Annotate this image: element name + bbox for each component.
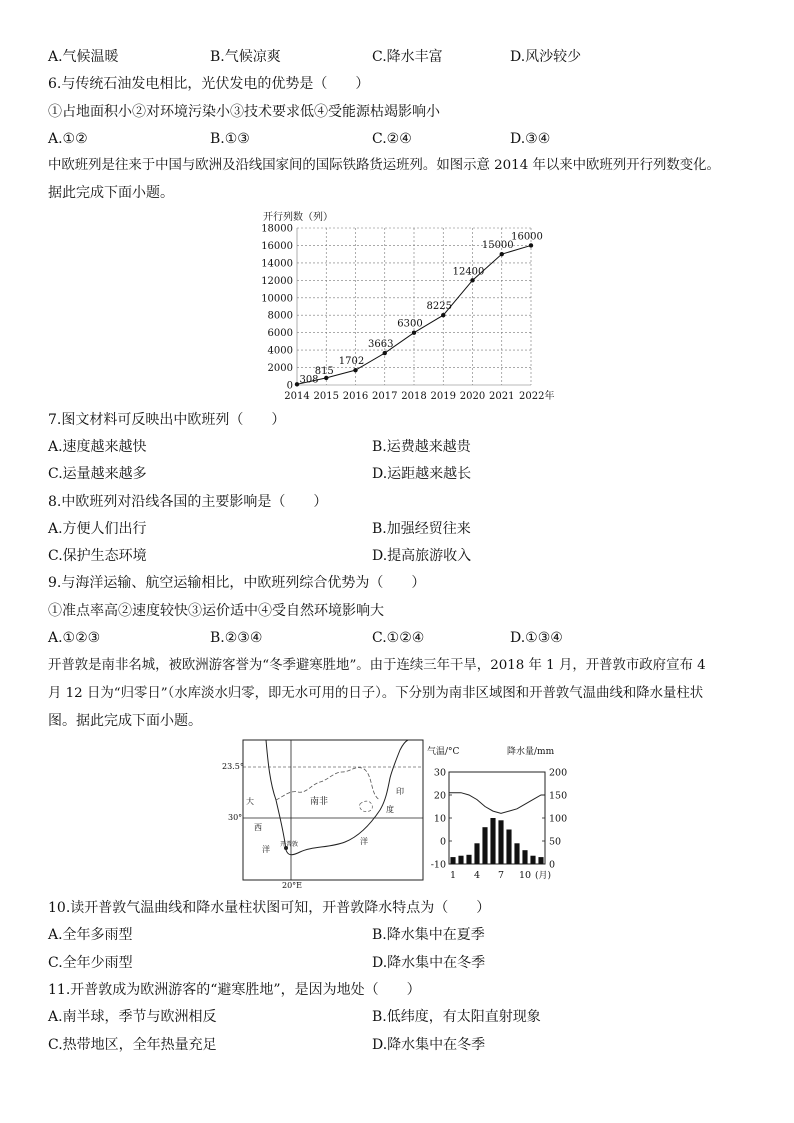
chart-series-line [297, 245, 531, 384]
chart-x-tick-label: 2020 [459, 391, 486, 402]
chart-data-label: 1702 [338, 356, 365, 368]
intro-paragraph-2-line-2: 月 12 日为“归零日”（水库淡水归零，即无水可用的日子）。下分别为南非区域图和开普敦气温曲线和降水量柱状 [48, 686, 704, 701]
chart-y-tick-label: 0 [286, 380, 293, 392]
chart-data-label: 308 [299, 374, 319, 386]
precipitation-axis-label: 降水量/mm [507, 747, 555, 757]
country-label: 南非 [310, 797, 329, 807]
temperature-tick-label: 0 [439, 836, 446, 848]
q9-option-b[interactable]: B.②③④ [210, 630, 263, 646]
q6-option-a[interactable]: A.①② [48, 131, 88, 147]
chart-data-point [412, 330, 416, 334]
q10-stem: 10.读开普敦气温曲线和降水量柱状图可知，开普敦降水特点为（ ） [48, 900, 491, 916]
q9-option-c[interactable]: C.①②④ [372, 630, 425, 646]
q10-option-c[interactable]: C.全年少雨型 [48, 955, 133, 971]
q11-option-c[interactable]: C.热带地区，全年热量充足 [48, 1037, 217, 1053]
chart-data-point [470, 278, 474, 282]
month-tick-label: 1 [449, 870, 457, 881]
chart-y-tick-label: 6000 [267, 328, 293, 340]
lesotho-border [360, 801, 373, 812]
chart-x-tick-label: 2016 [342, 391, 369, 402]
q5-option-b[interactable]: B.气候凉爽 [210, 49, 281, 65]
chart-y-tick-label: 12000 [261, 275, 293, 287]
chart-data-point [441, 313, 445, 317]
q9-option-d[interactable]: D.①③④ [510, 630, 563, 646]
longitude-20e-label: 20°E [282, 881, 303, 890]
precipitation-bar [482, 827, 487, 864]
month-tick-label: 10 [518, 870, 532, 881]
atlantic-label-1: 大 [246, 797, 254, 806]
precipitation-bar [450, 857, 455, 864]
q8-option-d[interactable]: D.提高旅游收入 [372, 548, 472, 564]
chart-y-tick-label: 18000 [261, 223, 293, 235]
chart-x-tick-label: 2017 [372, 391, 398, 402]
precipitation-bar [474, 843, 479, 864]
month-tick-label: 7 [497, 870, 505, 881]
chart-data-label: 16000 [511, 231, 543, 243]
precipitation-bar [498, 820, 503, 864]
month-unit-label: (月) [535, 871, 552, 881]
q10-option-b[interactable]: B.降水集中在夏季 [372, 927, 485, 943]
q9-stem: 9.与海洋运输、航空运输相比，中欧班列综合优势为（ ） [48, 575, 426, 591]
cape-town-climate-chart [425, 744, 575, 886]
intro-paragraph-1-line-2: 据此完成下面小题。 [48, 185, 174, 201]
q11-option-b[interactable]: B.低纬度，有太阳直射现象 [372, 1009, 541, 1025]
inland-border [276, 768, 380, 800]
precipitation-bar [458, 856, 463, 864]
q6-option-d[interactable]: D.③④ [510, 131, 551, 147]
chart-x-tick-label: 2021 [489, 391, 515, 402]
q11-stem: 11.开普敦成为欧洲游客的“避寒胜地”，是因为地处（ ） [48, 982, 421, 998]
q8-stem: 8.中欧班列对沿线各国的主要影响是（ ） [48, 494, 328, 510]
chart-x-tick-label: 2014 [284, 391, 310, 402]
temperature-tick-label: -10 [430, 859, 446, 871]
coastline [266, 740, 408, 855]
q10-option-d[interactable]: D.降水集中在冬季 [372, 955, 486, 971]
intro-paragraph-1-line-1: 中欧班列是往来于中国与欧洲及沿线国家间的国际铁路货运班列。如图示意 2014 年以来中欧班列开行列数变化。 [48, 158, 720, 173]
chart-data-label: 3663 [368, 339, 394, 351]
chart-y-tick-label: 2000 [267, 363, 293, 375]
q7-option-b[interactable]: B.运费越来越贵 [372, 439, 471, 455]
indian-label-2: 度 [386, 805, 394, 814]
temperature-tick-label: 20 [433, 790, 446, 802]
precipitation-tick-label: 0 [549, 859, 556, 871]
temperature-curve [449, 793, 545, 814]
chart-data-point [353, 368, 357, 372]
q8-option-c[interactable]: C.保护生态环境 [48, 548, 147, 564]
precipitation-bar [506, 830, 511, 865]
chart-data-label: 15000 [481, 240, 514, 252]
month-tick-label: 4 [473, 870, 481, 881]
q11-option-a[interactable]: A.南半球，季节与欧洲相反 [48, 1009, 217, 1025]
precipitation-tick-label: 150 [549, 790, 568, 802]
precipitation-tick-label: 100 [549, 813, 568, 825]
q7-option-d[interactable]: D.运距越来越长 [372, 466, 472, 482]
chart-x-tick-label: 2018 [401, 391, 427, 402]
chart-data-label: 12400 [452, 266, 485, 278]
indian-label-1: 印 [396, 787, 404, 796]
q7-option-c[interactable]: C.运量越来越多 [48, 466, 147, 482]
chart-data-label: 6300 [397, 318, 423, 330]
precipitation-bar [538, 857, 543, 864]
q5-option-c[interactable]: C.降水丰富 [372, 49, 443, 65]
climate-plot-frame [449, 772, 545, 864]
precipitation-tick-label: 200 [549, 767, 568, 779]
tropic-latitude-label: 23.5° [222, 762, 244, 771]
precipitation-bar [514, 843, 519, 864]
latitude-30-label: 30° [228, 813, 243, 822]
indian-label-3: 洋 [360, 837, 368, 846]
south-africa-map [220, 738, 425, 890]
precipitation-bar [530, 856, 535, 864]
chart-x-tick-label: 2022年 [519, 391, 555, 402]
q5-option-d[interactable]: D.风沙较少 [510, 49, 582, 65]
q6-option-c[interactable]: C.②④ [372, 131, 412, 147]
precipitation-bar [522, 850, 527, 864]
q8-option-b[interactable]: B.加强经贸往来 [372, 521, 471, 537]
chart-data-point [500, 252, 504, 256]
q6-stem: 6.与传统石油发电相比，光伏发电的优势是（ ） [48, 76, 370, 92]
q7-option-a[interactable]: A.速度越来越快 [48, 439, 147, 455]
precipitation-bar [490, 818, 495, 864]
q5-option-a[interactable]: A.气候温暖 [48, 49, 119, 65]
q6-option-b[interactable]: B.①③ [210, 131, 250, 147]
chart-y-tick-label: 10000 [261, 293, 293, 305]
city-label: 开普敦 [280, 841, 299, 848]
q11-option-d[interactable]: D.降水集中在冬季 [372, 1037, 486, 1053]
chart-y-tick-label: 4000 [267, 345, 293, 357]
chart-data-label: 815 [314, 365, 334, 377]
chart-y-tick-label: 8000 [267, 310, 293, 322]
atlantic-label-2: 西 [254, 823, 262, 832]
intro-paragraph-2-line-1: 开普敦是南非名城，被欧洲游客誉为“冬季避寒胜地”。由于连续三年干旱，2018 年 1 月，开普敦市政府宣布 4 [48, 658, 706, 673]
chart-y-tick-label: 16000 [261, 240, 293, 252]
chart-data-point [383, 351, 387, 355]
chart-y-axis-label: 开行列数（列） [263, 212, 333, 223]
precipitation-bar [466, 855, 471, 864]
q6-items: ①占地面积小②对环境污染小③技术要求低④受能源枯竭影响小 [48, 104, 440, 120]
temperature-tick-label: 30 [433, 767, 446, 779]
q7-stem: 7.图文材料可反映出中欧班列（ ） [48, 412, 286, 428]
temperature-tick-label: 10 [433, 813, 446, 825]
chart-data-label: 8225 [426, 301, 452, 313]
chart-data-point [529, 243, 533, 247]
precipitation-tick-label: 50 [549, 836, 562, 848]
q8-option-a[interactable]: A.方便人们出行 [48, 521, 147, 537]
chart-x-tick-label: 2015 [313, 391, 339, 402]
q9-items: ①准点率高②速度较快③运价适中④受自然环境影响大 [48, 603, 384, 619]
q9-option-a[interactable]: A.①②③ [48, 630, 101, 646]
chart-x-tick-label: 2019 [430, 391, 456, 402]
intro-paragraph-2-line-3: 图。据此完成下面小题。 [48, 713, 202, 729]
chart-y-tick-label: 14000 [261, 258, 293, 270]
q10-option-a[interactable]: A.全年多雨型 [48, 927, 133, 943]
temperature-axis-label: 气温/°C [427, 747, 460, 757]
train-count-line-chart [255, 207, 555, 403]
atlantic-label-3: 洋 [262, 845, 270, 854]
